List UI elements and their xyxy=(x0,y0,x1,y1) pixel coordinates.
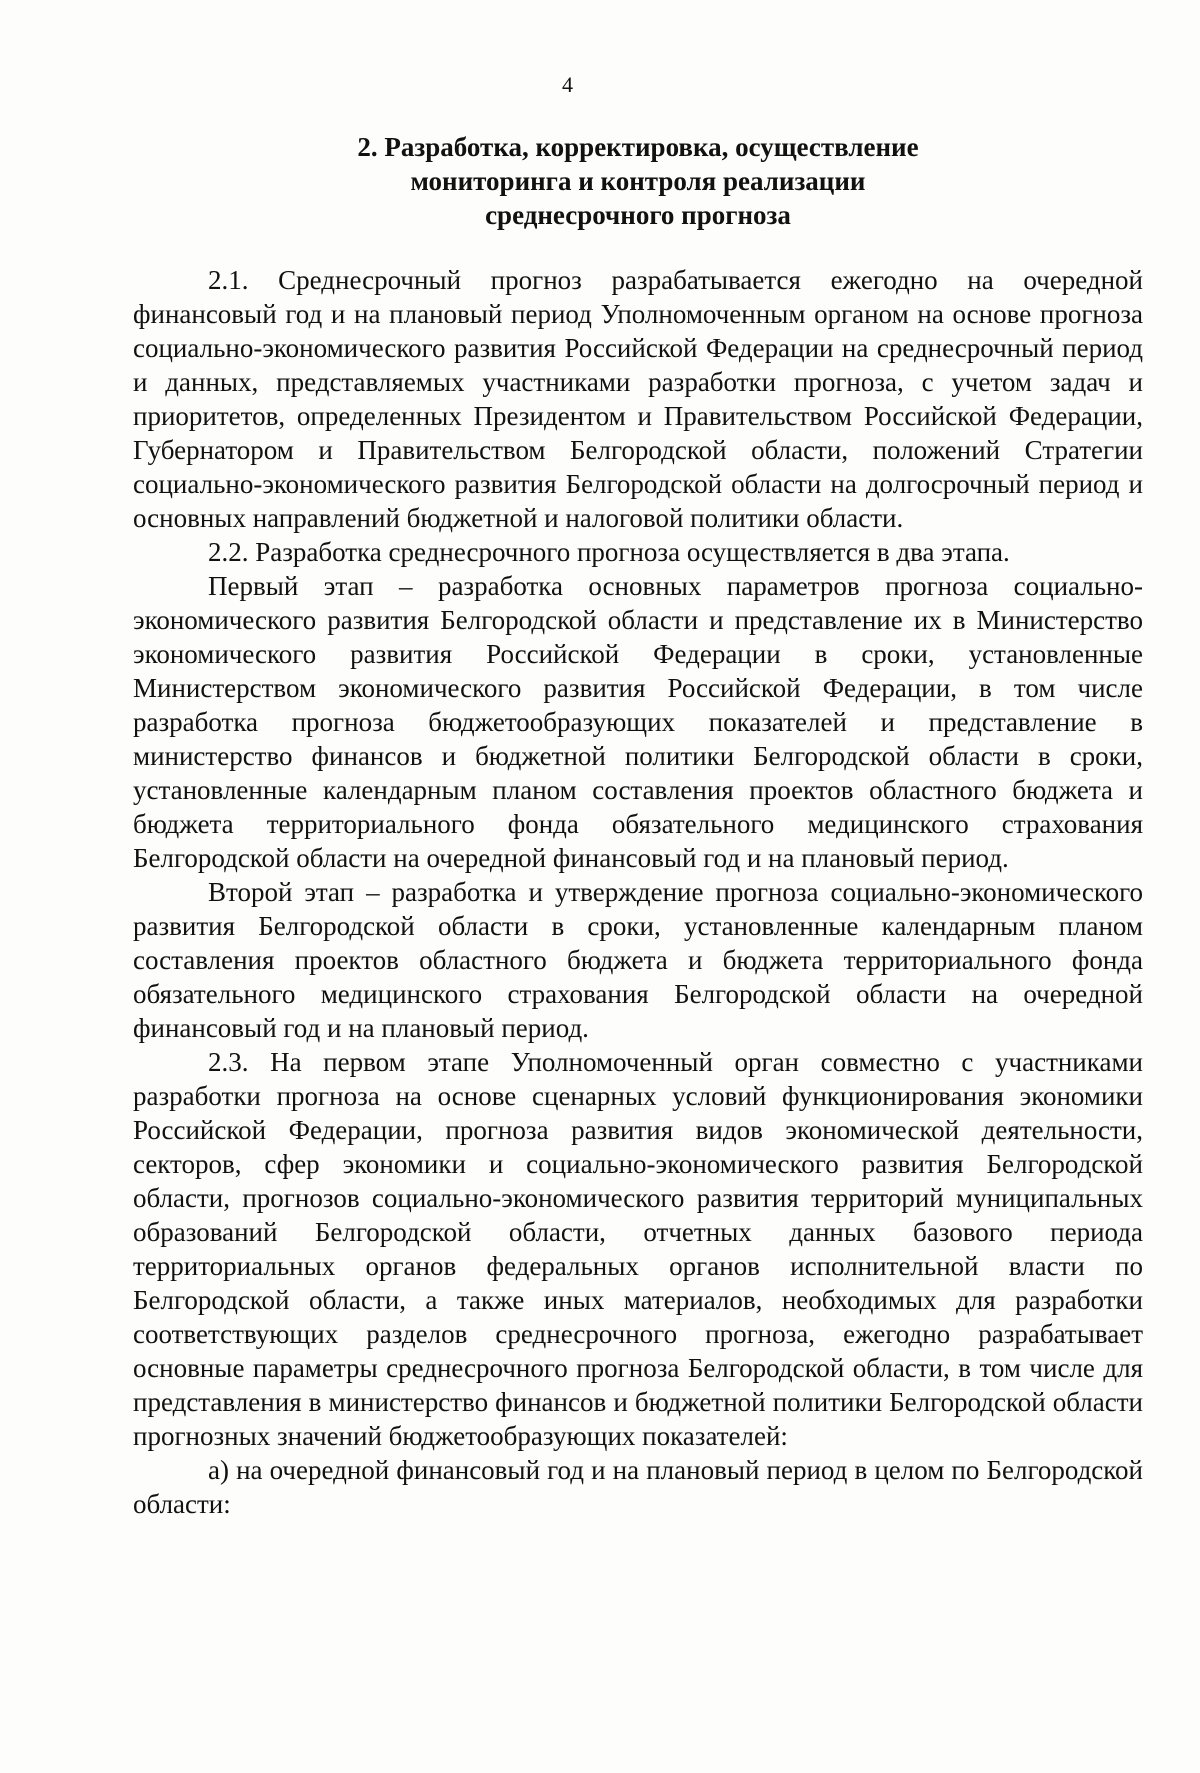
paragraph-2-2: 2.2. Разработка среднесрочного прогноза осуществляется в два этапа. xyxy=(208,537,1010,567)
paragraph-2-1: 2.1. Среднесрочный прогноз разрабатывается ежегодно на очередной финансовый год и на плановый период Уполномоченным органом на основе прогноза социально-экономического развития Российской Федерации на среднесрочный период и данных, представляемых участниками разработки прогноза, с учетом задач и приоритетов, определенных Президентом и Правительством Российской Федерации, Губернатором и Правительством Белгородской области, положений Стратегии социально-экономического развития Белгородской области на долгосрочный период и основных направлений бюджетной и налоговой политики области. xyxy=(133,265,1143,533)
paragraph-second-stage: Второй этап – разработка и утверждение прогноза социально-экономического развития Белгородской области в сроки, установленные календарным планом составления проектов областного бюджета и бюджета территориального фонда обязательного медицинского страхования Белгородской области на очередной финансовый год и на плановый период. xyxy=(133,877,1143,1043)
heading-line-2: мониторинга и контроля реализации xyxy=(410,166,866,196)
section-heading xyxy=(133,130,1143,232)
paragraph-first-stage: Первый этап – разработка основных параметров прогноза социально-экономического развития Белгородской области и представление их в Министерство экономического развития Российской Федерации в сроки, установленные Министерством экономического развития Российской Федерации, в том числе разработка прогноза бюджетообразующих показателей и представление в министерство финансов и бюджетной политики Белгородской области в сроки, установленные календарным планом составления проектов областного бюджета и бюджета территориального фонда обязательного медицинского страхования Белгородской области на очередной финансовый год и на плановый период. xyxy=(133,571,1143,873)
document-body xyxy=(133,263,1143,1521)
page-number: 4 xyxy=(562,72,573,97)
heading-line-1: 2. Разработка, корректировка, осуществление xyxy=(357,132,919,162)
heading-line-3: среднесрочного прогноза xyxy=(485,200,791,230)
paragraph-2-3: 2.3. На первом этапе Уполномоченный орган совместно с участниками разработки прогноза на основе сценарных условий функционирования экономики Российской Федерации, прогноза развития видов экономической деятельности, секторов, сфер экономики и социально-экономического развития Белгородской области, прогнозов социально-экономического развития территорий муниципальных образований Белгородской области, отчетных данных базового периода территориальных органов федеральных органов исполнительной власти по Белгородской области, а также иных материалов, необходимых для разработки соответствующих разделов среднесрочного прогноза, ежегодно разрабатывает основные параметры среднесрочного прогноза Белгородской области, в том числе для представления в министерство финансов и бюджетной политики Белгородской области прогнозных значений бюджетообразующих показателей: xyxy=(133,1047,1143,1451)
paragraph-item-a: а) на очередной финансовый год и на плановый период в целом по Белгородской области: xyxy=(133,1455,1143,1519)
